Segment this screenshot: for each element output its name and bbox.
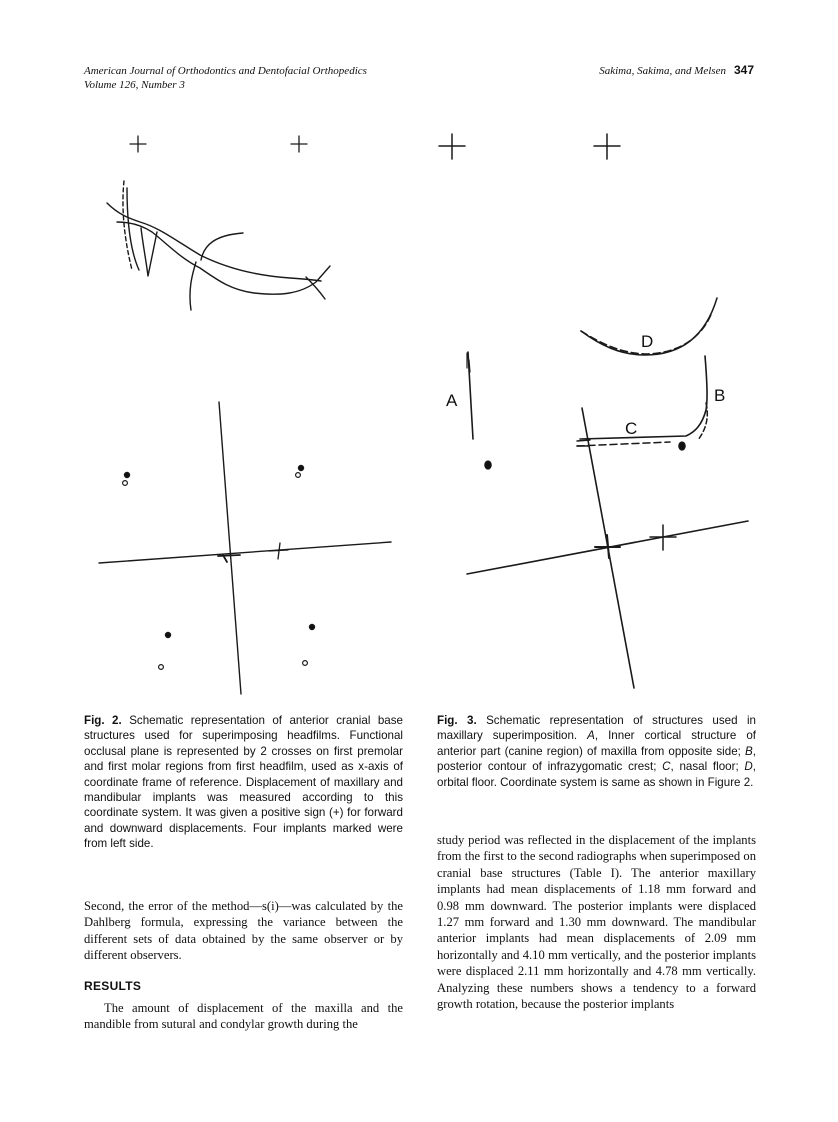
label-a: A [446,391,458,410]
reference-cross-icon [439,134,465,159]
caption-text: , posterior contour of infrazygomatic crest; [437,744,756,774]
label-d: D [641,332,654,351]
implant-open-icon [123,481,128,486]
journal-title: American Journal of Orthodontics and Dentofacial Orthopedics [84,65,367,77]
paragraph: study period was reflected in the displacement of the implants from the first to the second radiographs when superimposed on cranial base structures (Table I). The anterior maxillary implants had mean displacements of 1.18 mm forward and 0.98 mm downward. The posterior implants were displaced 1.27 mm forward and 1.30 mm downward. The mandibular anterior implants had mean displacements of 2.09 mm horizontally and 4.10 mm vertically, and the posterior implants were displaced 2.11 mm horizontally and 4.78 mm vertically. Analyzing these numbers shows a tendency to a forward growth rotation, because the posterior implants [437,833,756,1012]
reference-cross-icon [130,136,146,152]
paragraph: Second, the error of the method—s(i)—was calculated by the Dahlberg formula, expressing the variance between the different sets of data obtained by the same observer or by different observers. [84,899,403,963]
implant-filled-icon [309,624,314,629]
implant-filled-icon [124,472,129,477]
page-number: 347 [733,63,754,77]
implant-open-icon [296,473,301,478]
journal-volume: Volume 126, Number 3 [84,79,185,91]
fig3-labels [446,332,725,438]
section-heading-results: RESULTS [84,978,142,993]
caption-key: B [745,744,753,758]
implant-filled-icon [679,442,685,450]
caption-text: , Inner cortical structure of anterior part (canine region) of maxilla from opposite side; [437,729,756,758]
fig2-cranial-base-tracing [107,136,330,310]
fig2-implants [123,465,315,669]
fig2-caption-text: Schematic representation of anterior cranial base structures used for superimposing headfilms. Functional occlusal plane is represented by 2 crosses on first premolar and first molar regions from first headfilm, used as x-axis of coordinate frame of reference. Displacement of maxillary and mandibular implants was measured according to this coordinate system. It was given a positive sign (+) for forward and downward displacements. Four implants marked were from left side. [84,714,403,851]
fig3-caption [437,713,756,790]
y-axis [219,402,241,694]
x-axis [99,542,391,563]
left-column-body [84,898,403,1033]
implant-filled-icon [165,632,170,637]
caption-key: D [744,760,753,774]
implant-open-icon [159,665,164,670]
implant-open-icon [303,661,308,666]
fig3-maxillary-structures [439,134,748,688]
authors: Sakima, Sakima, and Melsen [599,65,726,77]
right-column-body [437,832,756,1012]
fig3-label: Fig. 3. [437,714,477,727]
caption-key: C [662,760,671,774]
implant-filled-icon [485,461,491,469]
implant-filled-icon [298,465,303,470]
occlusal-cross-icon [269,543,288,559]
label-c: C [625,419,638,438]
caption-text: Schematic representation of structures used in maxillary superimposition. [437,714,756,743]
caption-key: A [587,729,595,743]
fig2-label: Fig. 2. [84,714,122,727]
fig2-caption [84,713,403,852]
occlusal-cross-icon [650,525,676,550]
paragraph: The amount of displacement of the maxilla and the mandible from sutural and condylar growth during the [84,1001,403,1032]
reference-cross-icon [291,136,307,152]
reference-cross-icon [594,134,620,159]
caption-text: , orbital floor. Coordinate system is same as shown in Figure 2. [437,760,756,789]
caption-text: , nasal floor; [670,760,745,774]
fig2-coordinate-system [99,402,391,694]
label-b: B [714,386,726,405]
